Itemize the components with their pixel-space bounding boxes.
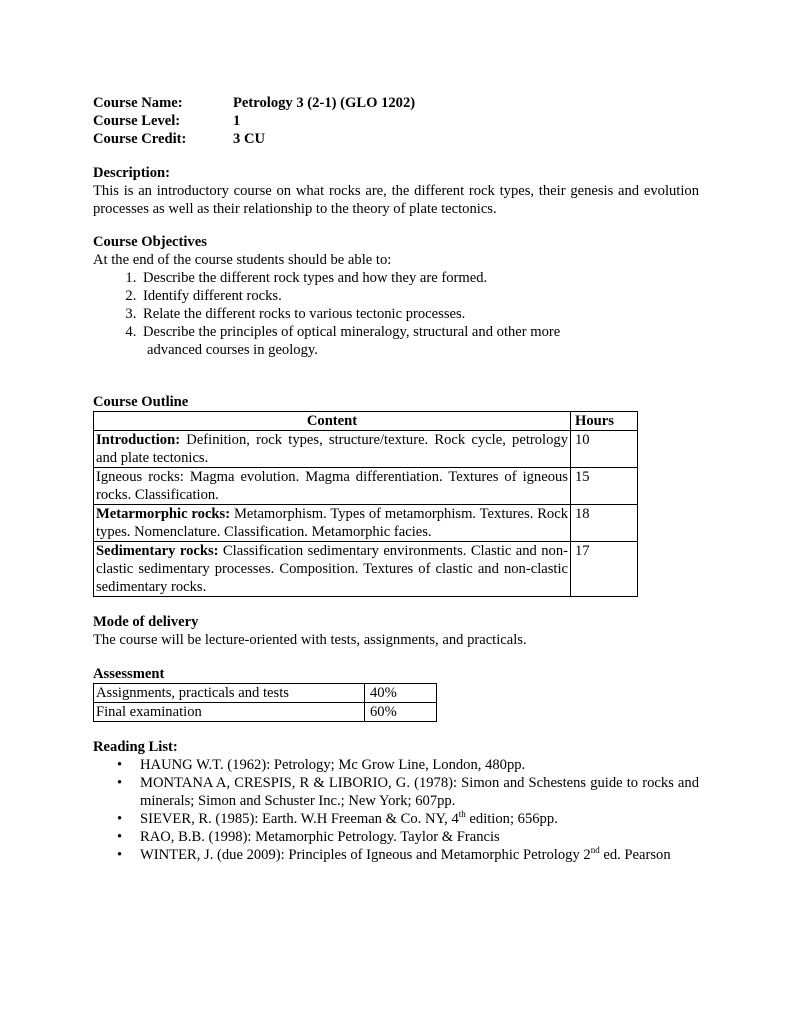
list-item (117, 809, 699, 828)
objective-item-line2: advanced courses in geology. (147, 342, 318, 358)
assessment-weight: 40% (365, 684, 437, 703)
assessment-heading: Assessment (93, 666, 165, 682)
course-level-row (93, 112, 699, 130)
table-row (94, 468, 638, 505)
list-item (117, 756, 699, 774)
outline-section (93, 393, 699, 597)
bullet-icon: • (117, 829, 123, 845)
description-heading: Description: (93, 165, 171, 181)
outline-topic-text: Magma evolution. Magma differentiation. Textures of igneous rocks. Classification. (96, 469, 568, 503)
course-name-row (93, 94, 699, 112)
reading-text: RAO, B.B. (1998): Metamorphic Petrology. Taylor & Francis (140, 829, 500, 845)
bullet-icon: • (117, 811, 123, 827)
course-level-value: 1 (233, 113, 241, 129)
course-level-label: Course Level: (93, 113, 181, 129)
outline-topic-title: Introduction: (96, 432, 181, 448)
table-row (94, 684, 437, 703)
list-item (117, 845, 699, 864)
objectives-section (93, 233, 699, 359)
objectives-list (93, 269, 699, 359)
bullet-icon: • (117, 757, 123, 773)
reading-superscript: th (458, 809, 466, 820)
list-item (117, 774, 699, 810)
outline-hours-cell: 17 (571, 542, 638, 597)
outline-hours-cell: 18 (571, 505, 638, 542)
outline-topic-text: Classification sedimentary environments. Clastic and non-clastic sedimentary processes. Composition. Textures of clastic and non-clastic sedimentary rocks. (96, 543, 569, 595)
reading-heading: Reading List: (93, 739, 178, 755)
delivery-heading: Mode of delivery (93, 614, 199, 630)
outline-col-content: Content (94, 412, 571, 431)
course-credit-row (93, 130, 699, 148)
description-section (93, 164, 699, 218)
course-credit-label: Course Credit: (93, 131, 187, 147)
outline-hours-cell: 15 (571, 468, 638, 505)
objective-item: 3. Relate the different rocks to various tectonic processes. (140, 305, 699, 323)
outline-table (93, 411, 638, 597)
outline-content-cell (94, 431, 571, 468)
reading-text: HAUNG W.T. (1962): Petrology; Mc Grow Line, London, 480pp. (140, 757, 526, 773)
objectives-intro: At the end of the course students should be able to: (93, 252, 392, 268)
objective-item: 1. Describe the different rock types and how they are formed. (140, 269, 699, 287)
reading-text: MONTANA A, CRESPIS, R & LIBORIO, G. (1978): Simon and Schestens guide to rocks and minerals; Simon and Schuster Inc.; New York; 607pp. (140, 775, 699, 809)
course-name-value: Petrology 3 (2-1) (GLO 1202) (233, 95, 416, 111)
outline-content-cell (94, 505, 571, 542)
table-row (94, 542, 638, 597)
assessment-table (93, 683, 437, 722)
outline-col-hours: Hours (571, 412, 638, 431)
delivery-section (93, 613, 699, 649)
outline-topic-text: Metamorphism. Types of metamorphism. Textures. Rock types. Nomenclature. Classification. Metamorphic facies. (96, 506, 569, 540)
reading-superscript: nd (590, 845, 600, 856)
document-page (93, 94, 699, 864)
objective-item (140, 323, 699, 359)
reading-text: WINTER, J. (due 2009): Principles of Igneous and Metamorphic Petrology 2 (140, 847, 591, 863)
outline-header-row (94, 412, 638, 431)
assessment-item: Assignments, practicals and tests (94, 684, 365, 703)
description-text: This is an introductory course on what rocks are, the different rock types, their genesis and evolution processes as well as their relationship to the theory of plate tectonics. (93, 183, 699, 217)
assessment-weight: 60% (365, 703, 437, 722)
objective-item-line1: Describe the principles of optical mineralogy, structural and other more (143, 324, 561, 340)
assessment-item: Final examination (94, 703, 365, 722)
list-item (117, 828, 699, 846)
reading-list (93, 756, 699, 864)
table-row (94, 505, 638, 542)
outline-topic-title: Metarmorphic rocks: (96, 506, 231, 522)
outline-content-cell (94, 468, 571, 505)
reading-text-post: ed. Pearson (599, 847, 671, 863)
bullet-icon: • (117, 775, 123, 791)
table-row (94, 431, 638, 468)
reading-text-post: edition; 656pp. (465, 811, 558, 827)
outline-topic-title: Igneous rocks: (96, 469, 184, 485)
table-row (94, 703, 437, 722)
outline-topic-text: Definition, rock types, structure/texture. Rock cycle, petrology and plate tectonics. (96, 432, 568, 466)
objective-item: 2. Identify different rocks. (140, 287, 699, 305)
reading-text: SIEVER, R. (1985): Earth. W.H Freeman & Co. NY, 4 (140, 811, 459, 827)
outline-heading: Course Outline (93, 394, 189, 410)
assessment-section (93, 665, 699, 722)
course-meta (93, 94, 699, 148)
delivery-text: The course will be lecture-oriented with tests, assignments, and practicals. (93, 632, 527, 648)
outline-content-cell (94, 542, 571, 597)
outline-topic-title: Sedimentary rocks: (96, 543, 219, 559)
course-credit-value: 3 CU (233, 131, 266, 147)
reading-section (93, 738, 699, 864)
objectives-heading: Course Objectives (93, 234, 207, 250)
outline-hours-cell: 10 (571, 431, 638, 468)
bullet-icon: • (117, 847, 123, 863)
course-name-label: Course Name: (93, 95, 183, 111)
